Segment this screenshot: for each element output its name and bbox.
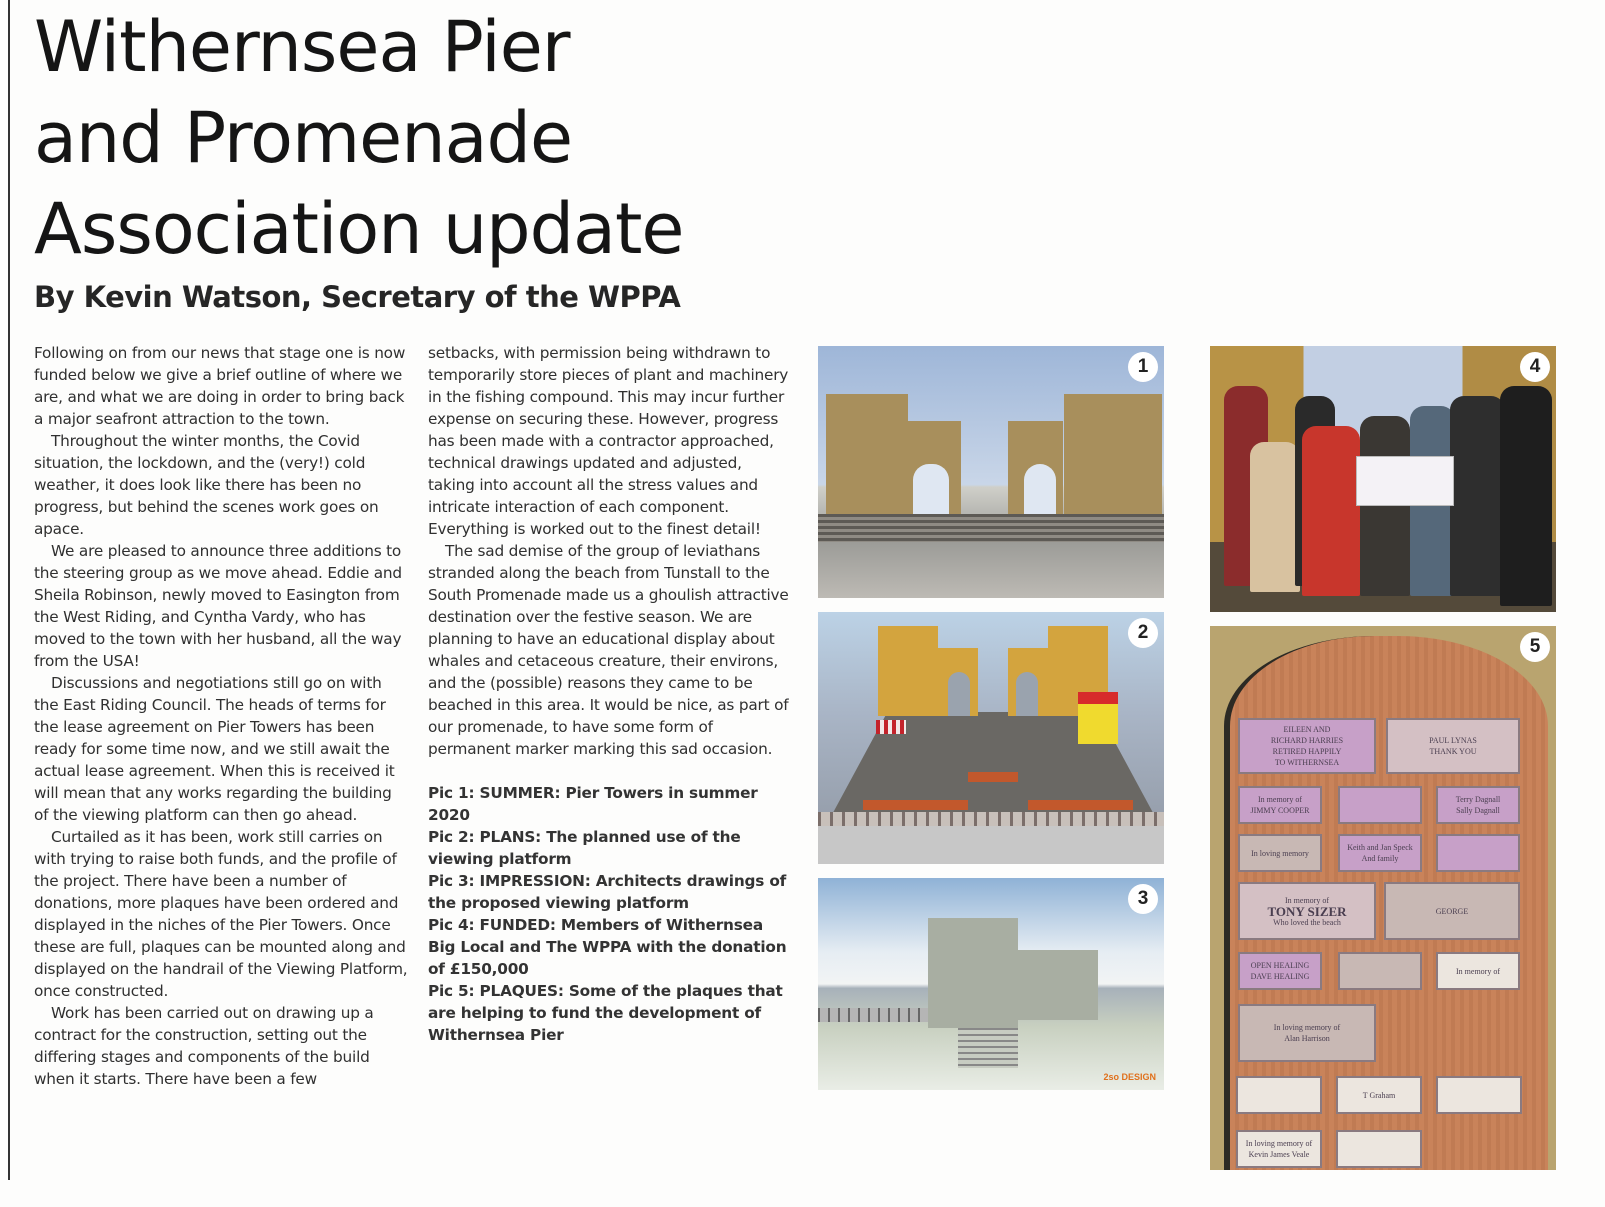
tower-shape	[1018, 950, 1098, 1020]
plaque-text: And family	[1361, 854, 1399, 863]
paragraph: Discussions and negotiations still go on with the East Riding Council. The heads of terms for the lease agreement on Pier Towers has been ready for some time now, and we still await the actual lease agreement. When this is received it will mean that any works regarding the building of the viewing platform can then go ahead.	[34, 674, 395, 824]
arch-shape	[1016, 672, 1038, 716]
caption-pic-4: Pic 4: FUNDED: Members of Withernsea Big Local and The WPPA with the donation of £150,000	[428, 916, 787, 978]
photo-1-pier-towers-summer	[818, 346, 1164, 598]
plaque	[1236, 1076, 1322, 1114]
plaque	[1238, 786, 1322, 824]
article-column-2	[428, 342, 793, 1046]
plaque	[1338, 786, 1422, 824]
bench-shape	[1028, 800, 1133, 810]
photo-3-architect-drawing	[818, 878, 1164, 1090]
kiosk-shape	[1078, 692, 1118, 744]
headline-line: and Promenade	[34, 97, 573, 179]
donation-cheque	[1356, 456, 1454, 506]
plaque	[1436, 834, 1520, 872]
plaque	[1338, 834, 1422, 872]
plaque	[1338, 952, 1422, 990]
arch-shape	[948, 672, 970, 716]
caption-pic-1: Pic 1: SUMMER: Pier Towers in summer 2020	[428, 784, 758, 824]
plaque-text: In loving memory of	[1245, 1139, 1313, 1148]
handrail-shape	[818, 812, 1164, 826]
photo-number-badge: 1	[1128, 352, 1158, 382]
plaque	[1238, 882, 1376, 940]
plaque-text: GEORGE	[1435, 906, 1469, 916]
person-shape	[1500, 386, 1552, 606]
paragraph: The sad demise of the group of leviathans stranded along the beach from Tunstall to the South Promenade made us a ghoulish attractive destination over the festive season. We are planning to have an educational display about whales and cetaceous creature, their environs, and the (possible) reasons they came to be beached in this area. It would be nice, as part of our promenade, to have some form of permanent marker marking this sad occasion.	[428, 542, 789, 758]
photo-number-badge: 3	[1128, 884, 1158, 914]
plaque	[1236, 1130, 1322, 1168]
plaque-text: In loving memory of	[1273, 1023, 1341, 1032]
plaque-text: Sally Dagnall	[1456, 806, 1500, 815]
paragraph: We are pleased to announce three additions to the steering group as we move ahead. Eddie and Sheila Robinson, newly moved to Easington from the West Riding, and Cyntha Vardy, who has moved to the town with her husband, all the way from the USA!	[34, 542, 402, 670]
person-shape	[1250, 442, 1300, 592]
tower-shape	[928, 918, 1018, 1028]
plaque-text: In loving memory	[1251, 848, 1309, 858]
plaque	[1436, 786, 1520, 824]
headline	[34, 2, 754, 275]
left-column-rule	[8, 0, 10, 1180]
bench-shape	[863, 800, 968, 810]
rocks-shape	[818, 826, 1164, 864]
plaque	[1436, 1076, 1522, 1114]
plaque	[1436, 952, 1520, 990]
article-column-1	[34, 342, 409, 1090]
paragraph: Curtailed as it has been, work still carries on with trying to raise both funds, and the profile of the project. There have been a number of donations, more plaques have been ordered and displayed in the niches of the Pier Towers. Once these are full, plaques can be mounted along and displayed on the handrail of the Viewing Platform, once constructed.	[34, 828, 408, 1000]
plaque-text: Alan Harrison	[1284, 1034, 1330, 1043]
plaque-text: Kevin James Veale	[1248, 1150, 1310, 1159]
plaque	[1336, 1130, 1422, 1168]
plaque-text: In memory of	[1285, 895, 1329, 905]
plaque-text: DAVE HEALING	[1250, 972, 1310, 981]
plaque-text: Who loved the beach	[1273, 917, 1341, 927]
headline-line: Withernsea Pier	[34, 6, 570, 88]
photo-2-platform-plan	[818, 612, 1164, 864]
paragraph: Following on from our news that stage one is now funded below we give a brief outline of where we are, and what we are doing in order to bring back a major seafront attraction to the town.	[34, 344, 406, 428]
steps-shape	[818, 514, 1164, 542]
stairs-shape	[958, 1028, 1018, 1068]
tower-shape	[878, 626, 938, 716]
plaque	[1386, 718, 1520, 774]
plaque-text: Keith and Jan Speck	[1347, 843, 1413, 852]
plaque-text: THANK YOU	[1429, 747, 1477, 756]
person-shape	[1302, 426, 1360, 596]
awning-shape	[876, 720, 906, 734]
paragraph: Throughout the winter months, the Covid situation, the lockdown, and the (very!) cold weather, it does look like there has been no progress, but behind the scenes work goes on apace.	[34, 432, 379, 538]
plaque	[1238, 718, 1376, 774]
tower-shape	[826, 394, 908, 514]
photo-4-donation-group	[1210, 346, 1556, 612]
plaque-text: RETIRED HAPPILY	[1272, 747, 1342, 756]
plaque-text: EILEEN AND	[1283, 725, 1331, 734]
plaque-text: PAUL LYNAS	[1429, 736, 1477, 745]
plaque	[1238, 952, 1322, 990]
caption-pic-5: Pic 5: PLAQUES: Some of the plaques that are helping to fund the development of Withernsea Pier	[428, 982, 783, 1044]
walkway-shape	[818, 1008, 928, 1022]
plaque	[1238, 834, 1322, 872]
design-credit: 2so DESIGN	[1103, 1072, 1156, 1082]
person-shape	[1450, 396, 1505, 596]
plaque-text: Terry Dagnall	[1455, 795, 1501, 804]
plaque-text: JIMMY COOPER	[1250, 806, 1310, 815]
paragraph: Work has been carried out on drawing up a contract for the construction, setting out the differing stages and components of the build when it starts. There have been a few	[34, 1004, 374, 1088]
photo-5-plaques	[1210, 626, 1556, 1170]
plaque-text: In memory of	[1456, 966, 1500, 976]
plaque-text: T Graham	[1362, 1090, 1396, 1100]
plaque	[1336, 1076, 1422, 1114]
plaque	[1384, 882, 1520, 940]
arch-shape	[1024, 464, 1056, 514]
plaque-text: In memory of	[1258, 795, 1302, 804]
bench-shape	[968, 772, 1018, 782]
headline-line: Association update	[34, 188, 684, 270]
plaque-text: TONY SIZER	[1267, 903, 1347, 919]
plaque-text: TO WITHERNSEA	[1274, 758, 1340, 767]
byline: By Kevin Watson, Secretary of the WPPA	[34, 280, 681, 314]
arch-shape	[913, 464, 949, 514]
paragraph: setbacks, with permission being withdrawn to temporarily store pieces of plant and machinery in the fishing compound. This may incur further expense on securing these. However, progress has been made with a contractor approached, technical drawings updated and adjusted, taking into account all the stress values and intricate interaction of each component. Everything is worked out to the finest detail!	[428, 344, 789, 538]
plaque-text: OPEN HEALING	[1250, 961, 1310, 970]
caption-pic-2: Pic 2: PLANS: The planned use of the viewing platform	[428, 828, 741, 868]
tower-shape	[1064, 394, 1162, 514]
photo-captions	[428, 782, 793, 1046]
caption-pic-3: Pic 3: IMPRESSION: Architects drawings of the proposed viewing platform	[428, 872, 787, 912]
photo-number-badge: 4	[1520, 352, 1550, 382]
person-shape	[1360, 416, 1410, 596]
plaque	[1238, 1004, 1376, 1062]
photo-number-badge: 2	[1128, 618, 1158, 648]
plaque-text: RICHARD HARRIES	[1270, 736, 1344, 745]
photo-number-badge: 5	[1520, 632, 1550, 662]
